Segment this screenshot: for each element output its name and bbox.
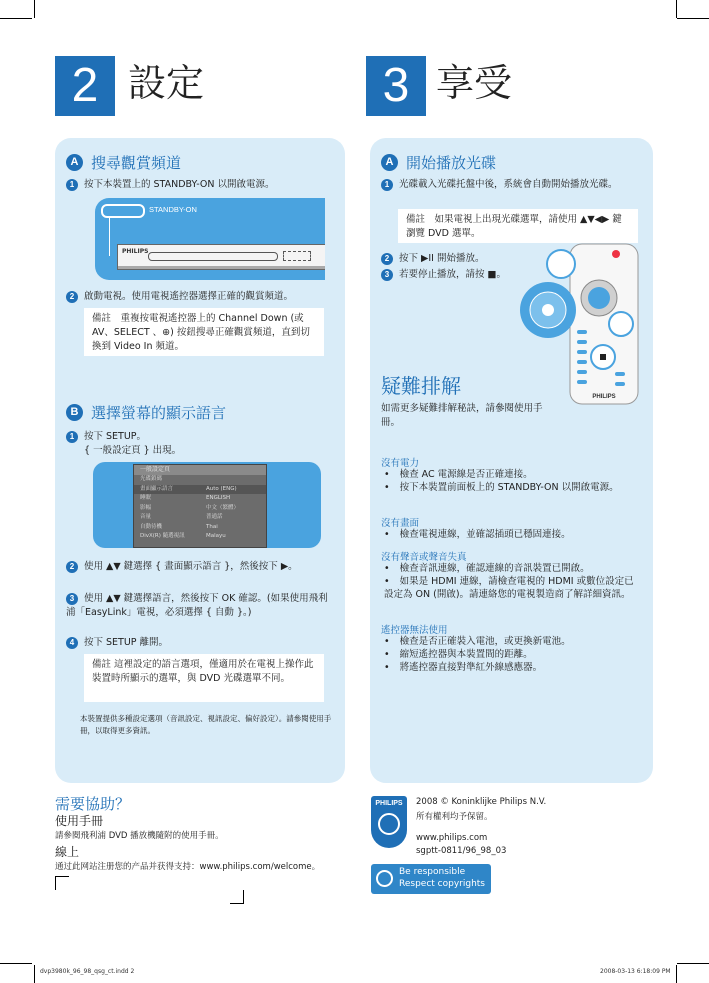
setup-b-note: 備註 這裡設定的語言選項，僅適用於在電視上操作此裝置時所顯示的選單，與 DVD 光碟選單不同。 [84,654,324,702]
troubleshoot-item [384,528,642,541]
step-text: 光碟載入光碟托盤中後，系統會自動開始播放光碟。 [399,179,618,190]
section-letter: B [66,404,83,421]
remote-nav-center [588,287,610,309]
step-bullet: 3 [381,269,393,281]
respect-copyrights-badge [371,864,491,894]
remote-power-button [612,250,620,258]
step-bullet: 1 [66,179,78,191]
troubleshoot-item-text: 縮短遙控器與本裝置間的距離。 [399,649,533,660]
step-text: 按下 ▶II 開始播放。 [399,253,485,264]
troubleshoot-item-text: 檢查音訊連線，確認連線的音訊裝置已開啟。 [399,563,590,574]
step-number-3: 3 [366,56,426,116]
player-bottom-strip [118,266,325,269]
enjoy-step-1 [381,178,643,192]
section-letter: A [66,154,83,171]
setup-menu-label: 畫面顯示語言 [140,485,174,492]
step-number-2: 2 [55,56,115,116]
step-bullet: 3 [66,593,78,605]
frame-corner [243,890,244,904]
bullet-dot: • [384,469,390,480]
troubleshoot-item [384,468,642,481]
section-a-heading [66,152,181,173]
crop-mark [676,965,677,983]
troubleshoot-item-text: 檢查是否正確裝入電池，或更換新電池。 [399,636,571,647]
troubleshoot-item [384,481,642,494]
crop-mark [34,965,35,983]
setup-menu-title: 一般設定頁 [134,465,266,475]
help-title: 需要協助？ [55,795,131,813]
setup-menu-rows [134,475,266,542]
standby-label: STANDBY-ON [149,205,197,214]
bullet-dot: • [384,576,390,587]
troubleshoot-intro: 如需更多疑難排解秘訣，請參閱使用手冊。 [381,403,543,428]
pointer-line [109,216,110,256]
player-brand: PHILIPS [122,248,149,255]
step-bullet: 4 [66,637,78,649]
print-slug-right: 2008-03-13 6:18:09 PM [600,968,671,975]
setup-menu-row [134,494,266,504]
bullet-dot: • [384,529,390,540]
website-link[interactable]: www.philips.com [416,833,488,843]
setup-menu-row [134,485,266,495]
remote-setup-zoom [547,250,575,278]
step-bullet: 2 [66,291,78,303]
troubleshoot-item-text: 如果是 HDMI 連線，請檢查電視的 HDMI 或數位設定已設定為 ON (開啟)。請連絡您的電視製造商了解詳細資訊。 [384,576,634,600]
help-online-text: 通过此网站注册您的产品并获得支持：www.philips.com/welcome。 [55,862,321,872]
standby-pointer [101,204,145,218]
section-b-heading [66,402,226,423]
setup-menu-value: 中文（繁體） [206,504,240,511]
setup-menu-value: ENGLISH [206,495,231,501]
crop-mark [34,0,35,18]
recycle-icon [376,870,393,887]
frame-corner [230,903,244,904]
setup-b-step-4 [66,636,334,650]
philips-shield-logo [371,796,407,848]
setup-menu-row [134,475,266,485]
bullet-dot: • [384,563,390,574]
dvd-player-illustration [95,198,325,280]
troubleshoot-group-heading: 沒有電力 [381,458,420,469]
troubleshoot-item [384,635,642,648]
setup-menu-row [134,523,266,533]
setup-footer-note: 本裝置提供多種設定選項（音訊設定、視訊設定、偏好設定）。請參閱使用手冊，以取得更多資訊。 [80,714,332,735]
setup-menu-frame [93,462,321,548]
troubleshoot-item-text: 檢查電視連線，並確認插頭已穩固連接。 [399,529,571,540]
crop-mark [0,963,32,964]
help-manual-text: 請參閱飛利浦 DVD 播放機隨附的使用手冊。 [55,831,224,841]
player-front [117,244,325,270]
troubleshoot-item [384,562,642,575]
step-text: 啟動電視。使用電視遙控器選擇正確的觀賞頻道。 [84,291,294,302]
frame-corner [55,876,69,877]
step-text: 使用 ▲▼ 鍵選擇語言，然後按下 OK 確認。(如果使用飛利浦「EasyLink」電視，必須選擇 { 自動 }。) [66,593,328,618]
section-title: 開始播放光碟 [406,154,497,172]
troubleshoot-group-heading: 遙控器無法使用 [381,625,448,636]
crop-mark [677,18,709,19]
bullet-dot: • [384,482,390,493]
setup-b-step-1 [66,430,341,458]
step-title-setup: 設定 [128,61,205,105]
section-title: 搜尋觀賞頻道 [91,154,182,172]
troubleshoot-title: 疑難排解 [381,374,461,398]
step-bullet: 2 [66,561,78,573]
remote-ok-button [542,304,554,316]
setup-b-step-3 [66,592,334,620]
setup-menu-label: 睡眠 [140,495,152,501]
setup-a-step-1 [66,178,341,192]
troubleshoot-item-text: 按下本裝置前面板上的 STANDBY-ON 以開啟電源。 [399,482,619,493]
print-slug-left: dvp3980k_96_98_qsg_ct.indd 2 [40,968,135,975]
step-text: 若要停止播放，請按 ■。 [399,269,506,280]
help-online-heading: 線上 [55,845,80,859]
setup-menu-row [134,513,266,523]
enjoy-a-heading [381,152,496,173]
setup-menu-value: Malayu [206,533,226,539]
respect-line-1: Be responsible [399,867,466,877]
troubleshoot-group-heading: 沒有聲音或聲音失真 [381,552,467,563]
setup-menu-label: 光碟鎖碼 [140,476,163,482]
setup-menu-label: 影幅 [140,504,152,511]
troubleshoot-item-text: 將遙控器直接對準紅外線感應器。 [399,662,543,673]
step-text: 按下 SETUP 離開。 [84,637,169,648]
troubleshoot-group-heading: 沒有畫面 [381,518,420,529]
crop-mark [677,963,709,964]
section-letter: A [381,154,398,171]
bullet-dot: • [384,662,390,673]
remote-stop-glyph [600,354,606,360]
setup-a-note: 備註 重複按電視遙控器上的 Channel Down (或 AV、SELECT 、⊕) 按鈕搜尋正確觀賞頻道，直到切換到 Video In 頻道。 [84,308,324,356]
player-display [283,251,311,261]
step-title-enjoy: 享受 [436,61,513,105]
philips-shield-brand: PHILIPS [375,800,403,807]
setup-menu-label: DivX(R) 隨選視訊 [140,533,185,539]
help-manual-heading: 使用手冊 [55,814,104,828]
remote-brand: PHILIPS [592,394,616,400]
frame-corner [55,876,56,890]
setup-menu-value: 普通話 [206,514,223,520]
troubleshoot-item [384,575,642,601]
step-bullet: 1 [66,431,78,443]
setup-a-step-2 [66,290,341,304]
crop-mark [0,18,32,19]
rights-text: 所有權利均予保留。 [416,812,493,822]
setup-menu-label: 音量 [140,514,152,520]
troubleshoot-item-text: 檢查 AC 電源線是否正確連接。 [399,469,533,480]
setup-menu [133,464,267,548]
step-bullet: 2 [381,253,393,265]
setup-menu-row [134,504,266,514]
disc-tray [148,252,278,261]
step-text: { 一般設定頁 } 出現。 [84,445,182,456]
crop-mark [676,0,677,18]
respect-line-2: Respect copyrights [399,879,485,889]
setup-menu-label: 自動待機 [140,523,163,530]
enjoy-note: 備註 如果電視上出現光碟選單，請使用 ▲▼◀▶ 鍵瀏覽 DVD 選單。 [398,209,638,243]
setup-menu-row [134,532,266,542]
setup-b-step-2 [66,560,334,574]
troubleshoot-item [384,661,642,674]
step-bullet: 1 [381,179,393,191]
troubleshoot-item [384,648,642,661]
step-text: 按下 SETUP。 [84,431,147,442]
step-text: 按下本裝置上的 STANDBY-ON 以開啟電源。 [84,179,275,190]
setup-menu-value: Thai [206,523,218,530]
document-code: sgptt-0811/96_98_03 [416,846,507,856]
remote-control-illustration [515,240,645,410]
section-title: 選擇螢幕的顯示語言 [91,404,227,422]
bullet-dot: • [384,649,390,660]
bullet-dot: • [384,636,390,647]
setup-menu-value: Auto (ENG) [206,485,237,492]
remote-play-zoom [609,312,633,336]
step-text: 使用 ▲▼ 鍵選擇 { 畫面顯示語言 }，然後按下 ▶。 [84,561,298,572]
copyright-text: 2008 © Koninklijke Philips N.V. [416,797,547,807]
philips-shield-emblem [378,813,400,835]
